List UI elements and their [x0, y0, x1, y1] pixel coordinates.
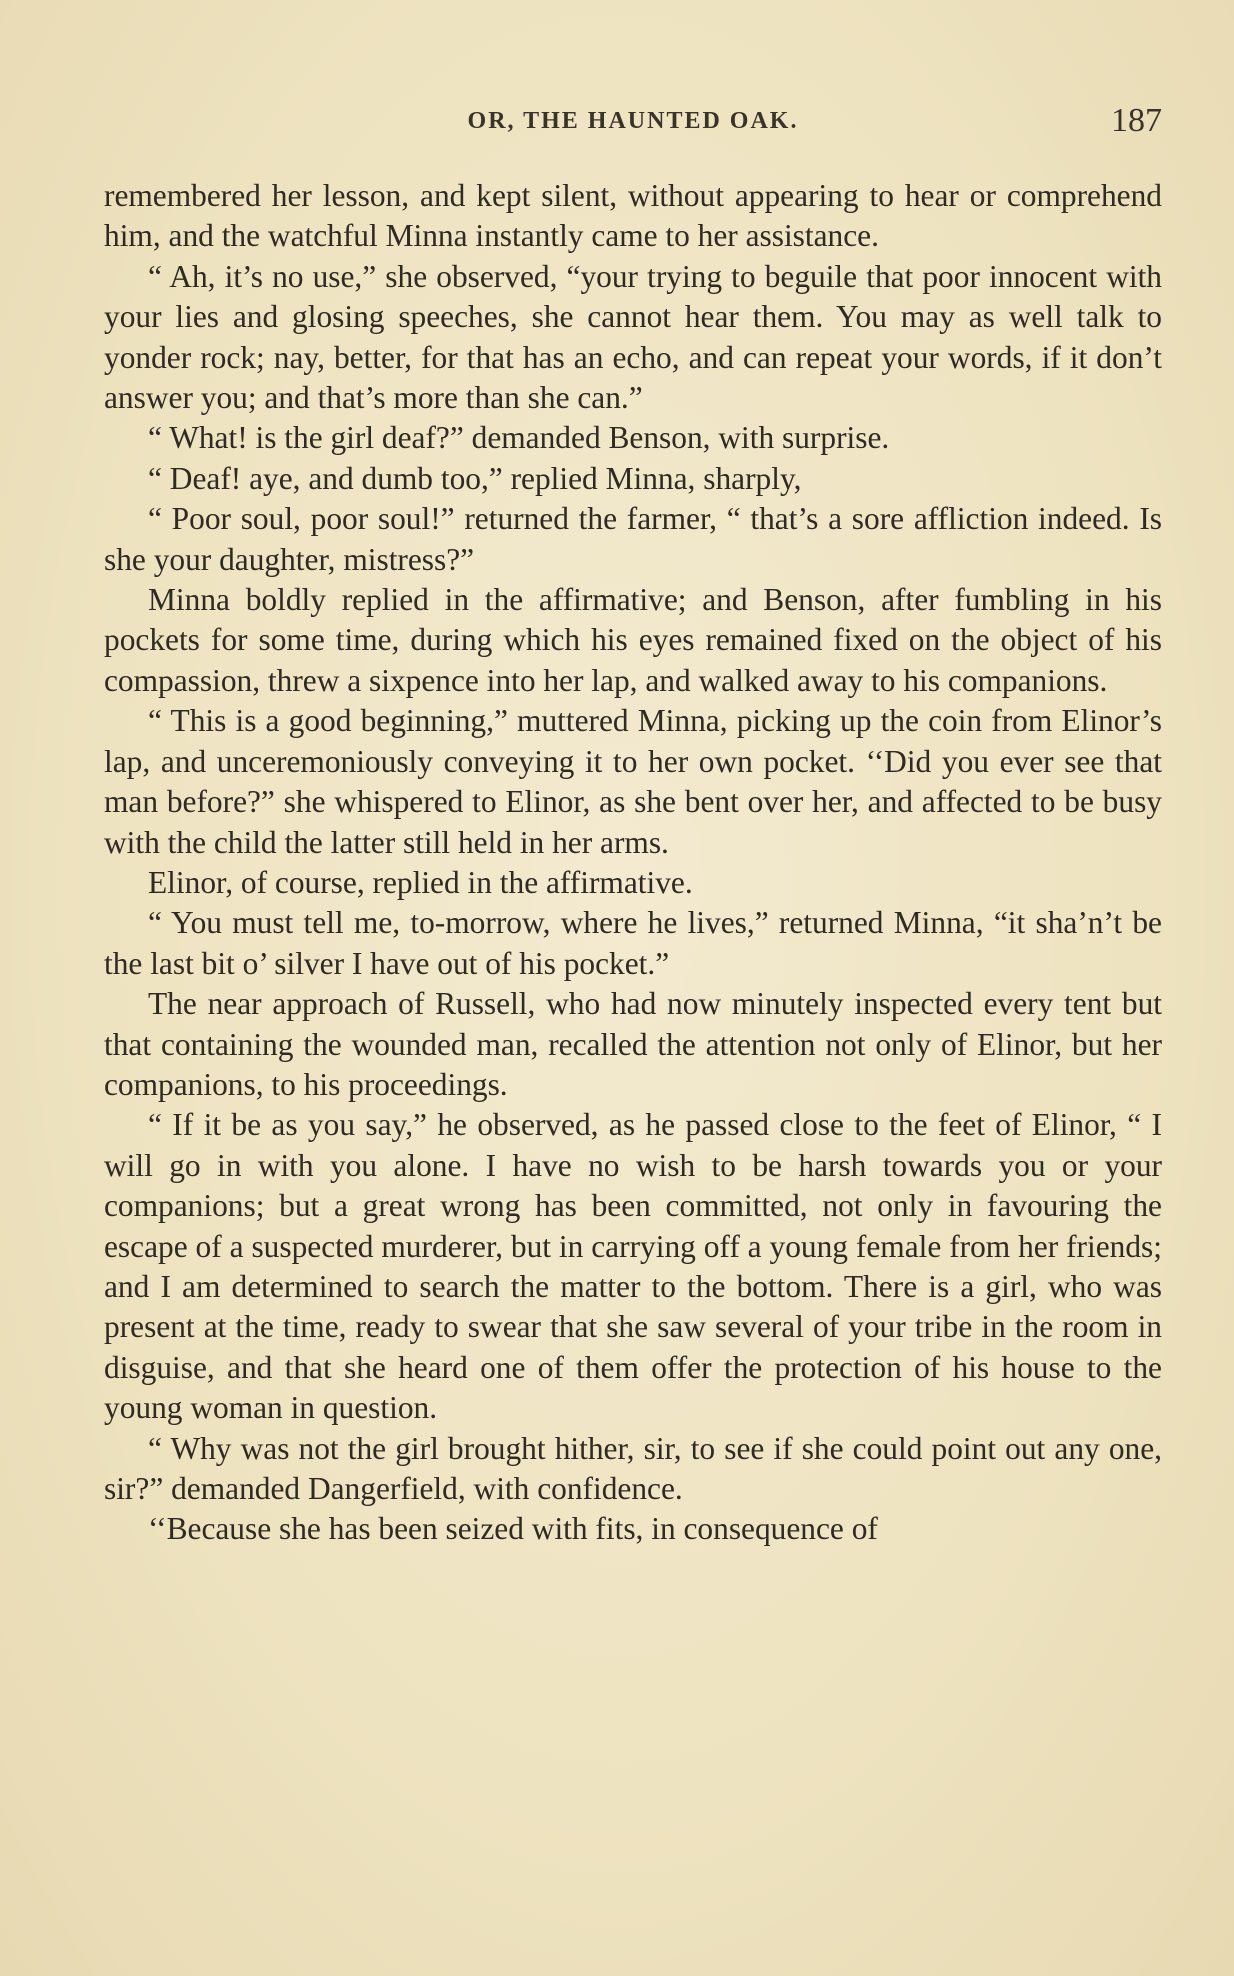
paragraph: “ This is a good beginning,” muttered Minna, picking up the coin from Elinor’s lap, and unceremoniously conveying it to her own pocket. ‘‘Did you ever see that man before?” she whispered to Elinor, as she bent over her, and affected to be busy with the child the latter still held in her arms. — [104, 703, 1162, 860]
paragraph: “ If it be as you say,” he observed, as he passed close to the feet of Elinor, “ I will go in with you alone. I have no wish to be harsh towards you or your companions; but a great wrong has been committed, not only in favouring the escape of a suspected murderer, but in carrying off a young female from her friends; and I am determined to search the matter to the bottom. There is a girl, who was present at the time, ready to swear that she saw several of your tribe in the room in disguise, and that she heard one of them offer the protection of his house to the young woman in question. — [104, 1107, 1162, 1426]
running-head — [104, 102, 1162, 148]
paragraph: “ What! is the girl deaf?” demanded Benson, with surprise. — [148, 420, 890, 456]
body-text — [104, 176, 1162, 1550]
page-number: 187 — [1111, 102, 1162, 139]
paragraph: remembered her lesson, and kept silent, without appearing to hear or comprehend him, and the watchful Minna instantly came to her assistance. — [104, 178, 1162, 254]
paragraph: “ Poor soul, poor soul!” returned the farmer, “ that’s a sore affliction indeed. Is she your daughter, mistress?” — [104, 501, 1162, 577]
paragraph: “ Ah, it’s no use,” she observed, “your trying to beguile that poor innocent with your lies and glosing speeches, she cannot hear them. You may as well talk to yonder rock; nay, better, for that has an echo, and can repeat your words, if it don’t answer you; and that’s more than she can.” — [104, 258, 1162, 416]
paragraph: ‘‘Because she has been seized with fits, in consequence of — [148, 1511, 878, 1547]
paragraph: Elinor, of course, replied in the affirmative. — [148, 864, 693, 900]
paragraph: “ You must tell me, to-morrow, where he lives,” returned Minna, “it sha’n’t be the last bit o’ silver I have out of his pocket.” — [104, 905, 1162, 981]
paragraph: “ Deaf! aye, and dumb too,” replied Minna, sharply, — [148, 460, 802, 496]
running-title: OR, THE HAUNTED OAK. — [467, 108, 799, 134]
paragraph: The near approach of Russell, who had now minutely inspected every tent but that containing the wounded man, recalled the attention not only of Elinor, but her companions, to his proceedings. — [104, 986, 1162, 1102]
paragraph: “ Why was not the girl brought hither, sir, to see if she could point out any one, sir?” demanded Dangerfield, with confidence. — [104, 1430, 1162, 1506]
paragraph: Minna boldly replied in the affirmative; and Benson, after fumbling in his pockets for some time, during which his eyes remained fixed on the object of his compassion, threw a sixpence into her lap, and walked away to his companions. — [104, 582, 1162, 698]
